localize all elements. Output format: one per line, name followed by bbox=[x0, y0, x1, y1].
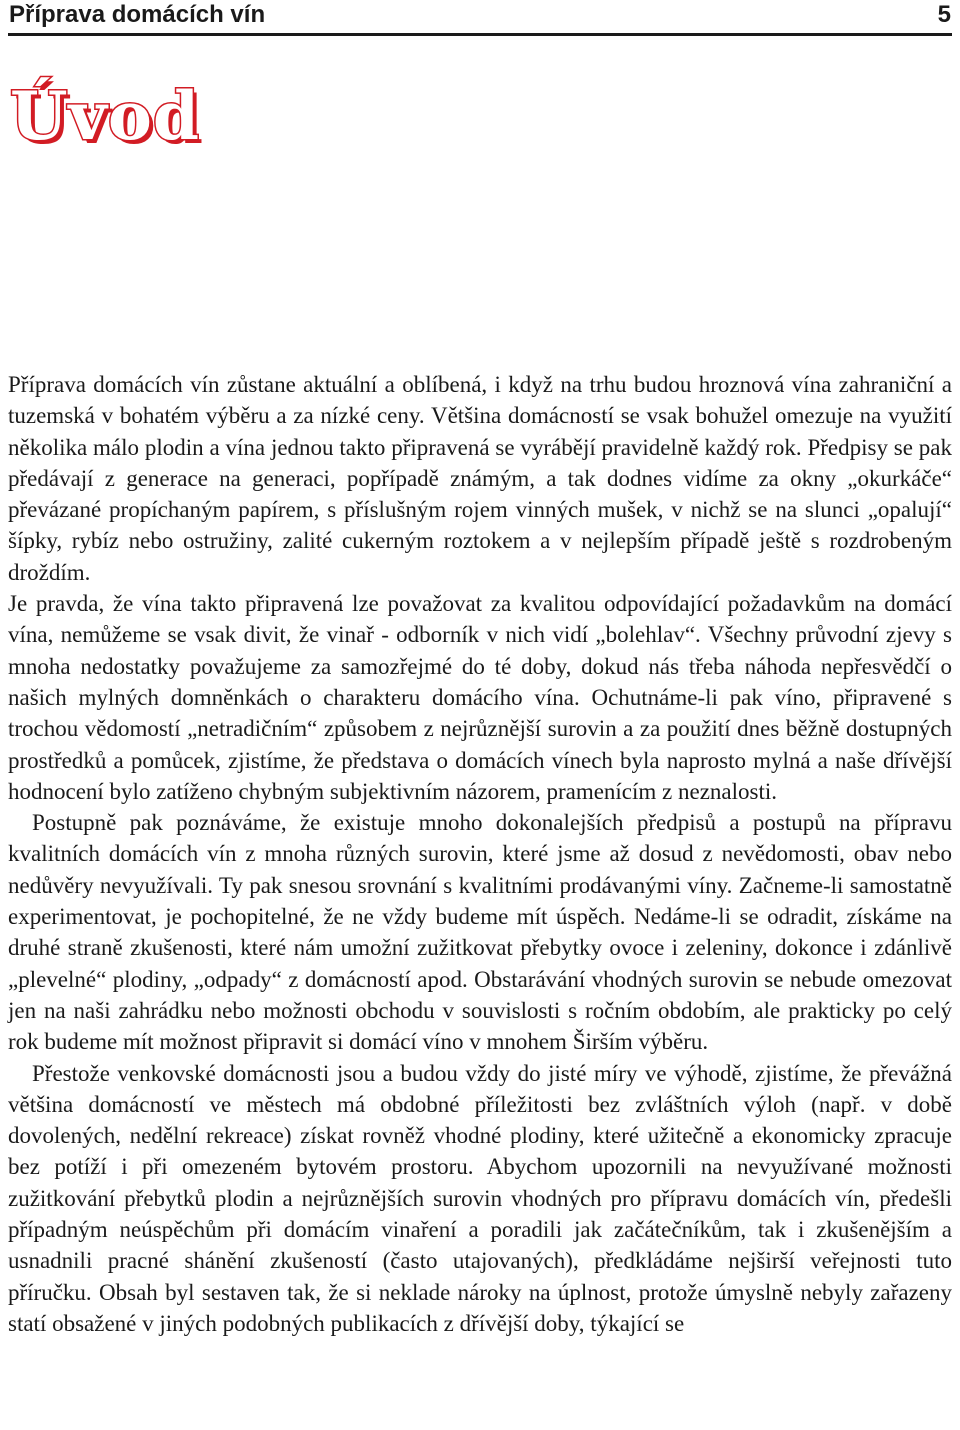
header-rule bbox=[8, 33, 952, 36]
chapter-title: Úvod bbox=[10, 77, 201, 155]
page-number: 5 bbox=[937, 1, 951, 28]
paragraph: Přestože venkovské domácnosti jsou a budou vždy do jisté míry ve výhodě, zjistíme, že převážná většina domácností ve městech má obdobné příležitosti bez zvláštních výloh (např. v době dovolených, nedělní rekreace) získat rovněž vhodné plodiny, které užitečně a ekonomicky zpracuje bez potíží i při omezeném bytovém prostoru. Abychom upozornili na nevyužívané možnosti zužitkování přebytků plodin a nejrůznějších surovin vhodných pro přípravu domácích vín, předešli případným neúspěchům při domácím vinaření a poradili jak začátečníkům, tak i zkušenějším a usnadnili pracné shánění zkušeností (často utajovaných), předkládáme nejširší veřejnosti tuto příručku. Obsah byl sestaven tak, že si neklade nároky na úplnost, protože úmyslně nebyly zařazeny statí obsažené v jiných podobných publikacích z dřívější doby, týkající se bbox=[8, 1060, 952, 1336]
running-header bbox=[8, 0, 952, 30]
section-title: Příprava domácích vín bbox=[9, 1, 266, 28]
paragraph: Příprava domácích vín zůstane aktuální a oblíbená, i když na trhu budou hroznová vína zahraniční a tuzemská v bohatém výběru a za nízké ceny. Většina domácností se vsak bohužel omezuje na využití několika málo plodin a vína jednou takto připravená se vyrábějí pravidelně každý rok. Předpisy se pak předávají z generace na generaci, popřípadě známým, a tak dodnes vidíme za okny „okurkáče“ převázané propíchaným papírem, s příslušným rojem vinných mušek, v nichž se na slunci „opalují“ šípky, rybíz nebo ostružiny, zalité cukerným roztokem a v nejlepším případě ještě s rozdrobeným droždím. bbox=[8, 372, 952, 585]
paragraph: Postupně pak poznáváme, že existuje mnoho dokonalejších předpisů a postupů na přípravu kvalitních domácích vín z mnoha různých surovin, které jsme až dosud z nevědomosti, obav nebo nedůvěry nevyužívali. Ty pak snesou srovnání s kvalitními prodávanými víny. Začneme-li samostatně experimentovat, je pochopitelné, že ne vždy budeme mít úspěch. Nedáme-li se odradit, získáme na druhé straně zkušenosti, které nám umožní zužitkovat přebytky ovoce i zeleniny, dokonce i zdánlivě „plevelné“ plodiny, „odpady“ z domácností apod. Obstarávání vhodných surovin se nebude omezovat jen na naši zahrádku nebo možnosti obchodu v souvislosti s ročním obdobím, ale prakticky po celý rok budeme mít možnost připravit si domácí víno v mnohem Širším výběru. bbox=[8, 810, 952, 1055]
paragraph: Je pravda, že vína takto připravená lze považovat za kvalitou odpovídající požadavkům na domácí vína, nemůžeme se vsak divit, že vinař - odborník v nich vidí „bolehlav“. Všechny průvodní zjevy s mnoha nedostatky považujeme za samozřejmé do té doby, dokud nás třeba náhoda nepřesvědčí o našich mylných domněnkách o charakteru domácího vína. Ochutnáme-li pak víno, připravené s trochou vědomostí „netradičním“ způsobem z nejrůznější surovin a za použití dnes běžně dostupných prostředků a pomůcek, zjistíme, že představa o domácích vínech byla naprosto mylná a naše dřívější hodnocení bylo zatíženo chybným subjektivním názorem, pramenícím z neznalosti. bbox=[8, 591, 952, 804]
body-text bbox=[8, 369, 952, 1339]
